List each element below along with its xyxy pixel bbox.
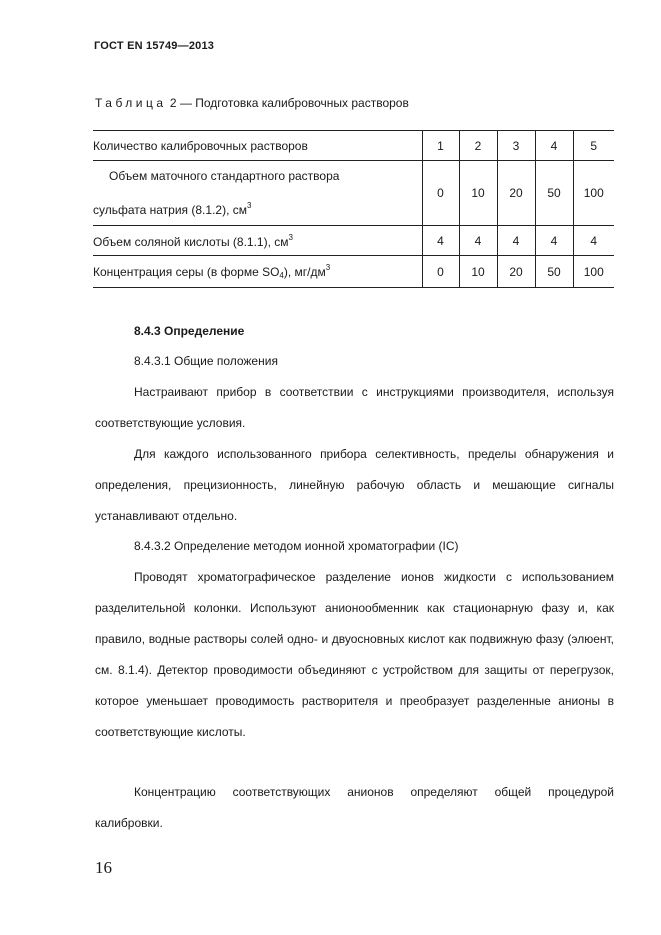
table-row — [93, 226, 614, 256]
unit-superscript: 3 — [325, 263, 331, 272]
calibration-table — [93, 130, 614, 288]
table-row — [93, 256, 614, 288]
row-label — [93, 226, 422, 256]
row-label-line: Объем маточного стандартного раствора — [109, 169, 340, 183]
table-cell: 2 — [459, 131, 497, 161]
paragraph: Настраивают прибор в соответствии с инструкциями производителя, используя соответствующие условия. — [95, 385, 614, 430]
table-cell: 3 — [497, 131, 535, 161]
paragraph: Для каждого использованного прибора селективность, пределы обнаружения и определения, прецизионность, линейную рабочую область и мешающие сигналы устанавливают отдельно. — [95, 447, 614, 523]
table-row — [93, 131, 614, 161]
row-label — [93, 161, 422, 226]
chem-subscript: 4 — [279, 271, 284, 280]
table-cell: 4 — [459, 226, 497, 256]
table-cell: 100 — [573, 161, 614, 226]
row-label-text: сульфата натрия (8.1.2), см — [93, 203, 247, 217]
unit-superscript: 3 — [288, 232, 293, 242]
paragraph: Концентрацию соответствующих анионов определяют общей процедурой калибровки. — [95, 785, 614, 830]
table-cell: 20 — [497, 256, 535, 288]
table-row — [93, 161, 614, 226]
section-heading: 8.4.3 Определение — [134, 324, 245, 338]
table-cell: 100 — [573, 256, 614, 288]
row-label: Количество калибровочных растворов — [93, 131, 422, 161]
row-label-line — [93, 191, 422, 225]
table-cell: 0 — [422, 256, 459, 288]
table-cell: 20 — [497, 161, 535, 226]
row-label — [93, 256, 422, 288]
table-cell: 10 — [459, 161, 497, 226]
table-cell: 0 — [422, 161, 459, 226]
table-cell: 5 — [573, 131, 614, 161]
table-cell: 10 — [459, 256, 497, 288]
table-cell: 1 — [422, 131, 459, 161]
table-caption-label: Таблица — [95, 96, 167, 110]
unit-superscript: 3 — [246, 201, 252, 210]
row-label-text: ), мг/дм — [283, 265, 326, 279]
table-caption — [95, 96, 409, 110]
document-code-header: ГОСТ EN 15749—2013 — [94, 40, 215, 52]
table-cell: 50 — [535, 161, 573, 226]
table-cell: 4 — [422, 226, 459, 256]
table-cell: 4 — [497, 226, 535, 256]
table-cell: 50 — [535, 256, 573, 288]
subsection-heading: 8.4.3.1 Общие положения — [134, 354, 278, 368]
paragraph: Проводят хроматографическое разделение ионов жидкости с использованием разделительной колонки. Используют анионообменник как стационарную фазу и, как правило, водные растворы солей одно- и двуосновных кислот как подвижную фазу (элюент, см. 8.1.4). Детектор проводимости объединяют с устройством для защиты от перегрузок, которое уменьшает проводимость растворителя и преобразует разделенные анионы в соответствующие кислоты. — [95, 570, 614, 739]
table-cell: 4 — [535, 226, 573, 256]
table-caption-text: — Подготовка калибровочных растворов — [179, 96, 409, 110]
table-caption-number: 2 — [169, 96, 177, 110]
row-label-text: Объем соляной кислоты (8.1.1), см — [93, 234, 289, 249]
table-cell: 4 — [535, 131, 573, 161]
row-label-text: Концентрация серы (в форме SO — [93, 265, 280, 279]
page-number: 16 — [95, 858, 112, 877]
table-cell: 4 — [573, 226, 614, 256]
subsection-heading: 8.4.3.2 Определение методом ионной хроматографии (IC) — [134, 539, 459, 553]
